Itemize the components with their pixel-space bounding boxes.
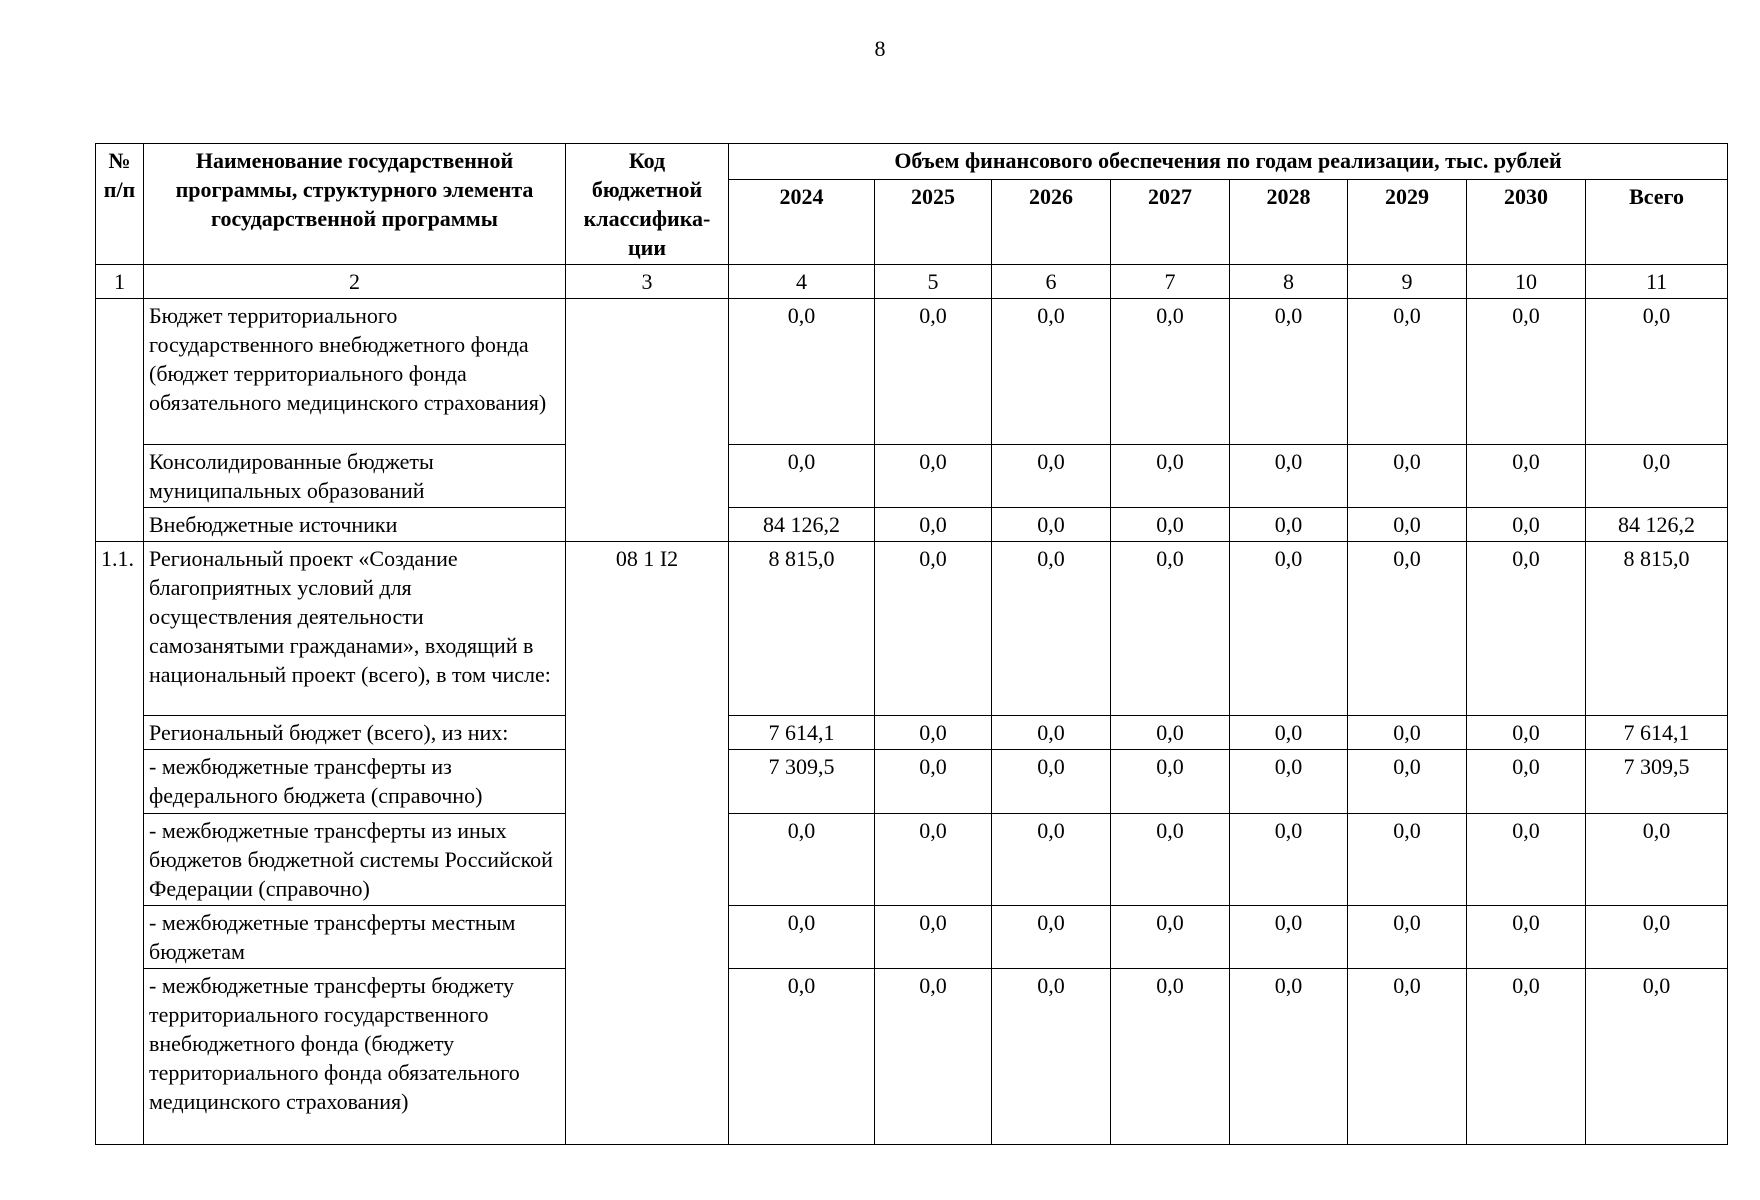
row-name: Консолидированные бюджеты муниципальных образований [144,445,566,508]
header-year: 2029 [1348,180,1467,265]
value-cell: 0,0 [992,969,1111,1145]
table-row [96,508,1728,542]
value-cell: 0,0 [875,969,992,1145]
value-cell: 0,0 [1467,750,1586,814]
value-cell: 0,0 [1230,969,1348,1145]
value-cell: 0,0 [729,969,875,1145]
value-cell: 0,0 [1111,542,1230,716]
value-cell: 0,0 [1111,299,1230,445]
value-cell: 0,0 [1467,508,1586,542]
row-name: - межбюджетные трансферты из иных бюджетов бюджетной системы Российской Федерации (справочно) [144,814,566,906]
value-cell: 0,0 [1111,750,1230,814]
value-cell: 0,0 [1348,299,1467,445]
value-cell: 0,0 [1467,542,1586,716]
value-cell: 0,0 [1111,508,1230,542]
table-row [96,750,1728,814]
value-cell: 0,0 [1467,906,1586,969]
value-cell: 0,0 [1348,906,1467,969]
header-num: № п/п [96,144,144,265]
value-cell: 0,0 [1348,542,1467,716]
column-number: 1 [96,265,144,299]
row-code: 08 1 I2 [566,542,729,1145]
row-number: 1.1. [96,542,144,1145]
table-row [96,445,1728,508]
value-cell: 0,0 [1230,445,1348,508]
column-number: 2 [144,265,566,299]
value-cell: 0,0 [875,508,992,542]
value-cell: 0,0 [1230,508,1348,542]
row-name: Региональный проект «Создание благоприятных условий для осуществления деятельности самозанятыми гражданами», входящий в национальный проект (всего), в том числе: [144,542,566,716]
column-number: 8 [1230,265,1348,299]
value-cell: 7 614,1 [729,716,875,750]
row-code [566,299,729,542]
value-cell: 0,0 [1586,445,1728,508]
value-cell: 0,0 [1467,445,1586,508]
column-number: 11 [1586,265,1728,299]
value-cell: 0,0 [1348,508,1467,542]
value-cell: 0,0 [1348,716,1467,750]
value-cell: 0,0 [875,542,992,716]
row-name: - межбюджетные трансферты из федерального бюджета (справочно) [144,750,566,814]
header-name: Наименование государственной программы, структурного элемента государственной программы [144,144,566,265]
value-cell: 0,0 [1111,814,1230,906]
value-cell: 0,0 [875,299,992,445]
financing-table [95,143,1728,1145]
column-number: 6 [992,265,1111,299]
value-cell: 0,0 [729,445,875,508]
row-name: - межбюджетные трансферты бюджету территориального государственного внебюджетного фонда (бюджету территориального фонда обязательного медицинского страхования) [144,969,566,1145]
value-cell: 0,0 [875,750,992,814]
value-cell: 0,0 [1111,445,1230,508]
table-row [96,906,1728,969]
value-cell: 0,0 [992,750,1111,814]
value-cell: 84 126,2 [1586,508,1728,542]
value-cell: 0,0 [875,814,992,906]
value-cell: 0,0 [1111,906,1230,969]
table-body [96,299,1728,1145]
value-cell: 7 309,5 [1586,750,1728,814]
page-number: 8 [874,36,886,61]
value-cell: 84 126,2 [729,508,875,542]
column-number: 5 [875,265,992,299]
value-cell: 0,0 [1586,299,1728,445]
value-cell: 0,0 [1348,969,1467,1145]
header-year: 2026 [992,180,1111,265]
value-cell: 0,0 [1230,716,1348,750]
value-cell: 0,0 [1348,750,1467,814]
value-cell: 8 815,0 [729,542,875,716]
column-number: 10 [1467,265,1586,299]
value-cell: 0,0 [1467,299,1586,445]
value-cell: 0,0 [875,445,992,508]
header-year: 2030 [1467,180,1586,265]
value-cell: 0,0 [729,906,875,969]
value-cell: 0,0 [875,906,992,969]
row-name: Бюджет территориального государственного внебюджетного фонда (бюджет территориального фонда обязательного медицинского страхования) [144,299,566,445]
value-cell: 0,0 [992,508,1111,542]
column-number: 7 [1111,265,1230,299]
value-cell: 0,0 [1111,716,1230,750]
row-name: Региональный бюджет (всего), из них: [144,716,566,750]
row-name: Внебюджетные источники [144,508,566,542]
table-header [96,144,1728,299]
value-cell: 8 815,0 [1586,542,1728,716]
value-cell: 0,0 [992,716,1111,750]
value-cell: 0,0 [1348,445,1467,508]
column-number: 4 [729,265,875,299]
value-cell: 0,0 [992,299,1111,445]
table-row [96,969,1728,1145]
header-volume: Объем финансового обеспечения по годам реализации, тыс. рублей [729,144,1728,180]
value-cell: 0,0 [729,814,875,906]
value-cell: 0,0 [1586,969,1728,1145]
value-cell: 0,0 [992,445,1111,508]
value-cell: 0,0 [992,542,1111,716]
value-cell: 0,0 [875,716,992,750]
value-cell: 0,0 [1586,906,1728,969]
table-row [96,299,1728,445]
value-cell: 0,0 [1467,716,1586,750]
value-cell: 7 614,1 [1586,716,1728,750]
row-name: - межбюджетные трансферты местным бюджетам [144,906,566,969]
table-row [96,542,1728,716]
header-year: 2024 [729,180,875,265]
column-numbers-row [96,265,1728,299]
table-row [96,716,1728,750]
value-cell: 0,0 [992,814,1111,906]
row-number [96,299,144,542]
value-cell: 0,0 [992,906,1111,969]
value-cell: 0,0 [1230,542,1348,716]
value-cell: 0,0 [1467,969,1586,1145]
header-total: Всего [1586,180,1728,265]
value-cell: 0,0 [1467,814,1586,906]
value-cell: 0,0 [1230,906,1348,969]
value-cell: 0,0 [729,299,875,445]
column-number: 3 [566,265,729,299]
value-cell: 0,0 [1230,750,1348,814]
value-cell: 0,0 [1348,814,1467,906]
header-year: 2028 [1230,180,1348,265]
header-year: 2027 [1111,180,1230,265]
value-cell: 0,0 [1230,814,1348,906]
value-cell: 0,0 [1230,299,1348,445]
value-cell: 0,0 [1586,814,1728,906]
header-code: Код бюджетной классифика-ции [566,144,729,265]
table-row [96,814,1728,906]
value-cell: 0,0 [1111,969,1230,1145]
value-cell: 7 309,5 [729,750,875,814]
column-number: 9 [1348,265,1467,299]
header-year: 2025 [875,180,992,265]
